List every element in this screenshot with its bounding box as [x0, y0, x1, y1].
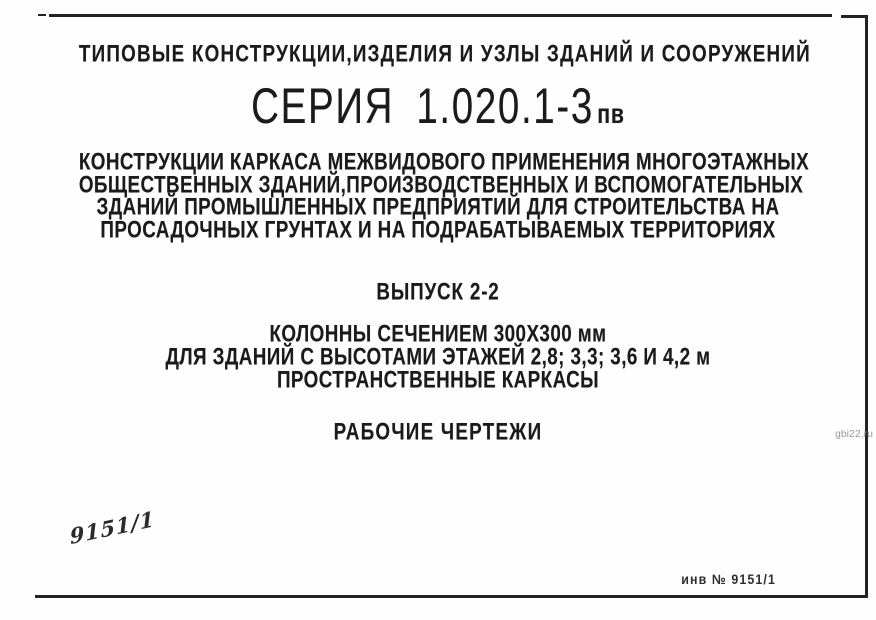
frame-top-border	[49, 14, 832, 17]
series-title	[0, 77, 876, 135]
subject-line: КОЛОННЫ СЕЧЕНИЕМ 300Х300 мм	[269, 319, 607, 347]
subject-block	[0, 319, 876, 393]
series-title-text: СЕРИЯ 1.020.1-3	[251, 77, 594, 134]
subject-line: ДЛЯ ЗДАНИЙ С ВЫСОТАМИ ЭТАЖЕЙ 2,8; 3,3; 3,6 И 4,2 м	[165, 342, 711, 370]
issue-label-text: ВЫПУСК 2-2	[376, 277, 500, 305]
handwritten-number: 9151/1	[69, 505, 156, 550]
description-line: ЗДАНИЙ ПРОМЫШЛЕННЫХ ПРЕДПРИЯТИЙ ДЛЯ СТРОИТЕЛЬСТВА НА	[96, 192, 780, 220]
description-line: КОНСТРУКЦИИ КАРКАСА МЕЖВИДОВОГО ПРИМЕНЕНИЯ МНОГОЭТАЖНЫХ	[78, 147, 810, 175]
inventory-number: инв № 9151/1	[681, 572, 776, 587]
document-header-line	[0, 41, 876, 65]
doc-type-label	[0, 419, 876, 443]
watermark-text: gbi22.ru	[835, 428, 873, 440]
issue-label	[0, 279, 876, 303]
subject-line: ПРОСТРАНСТВЕННЫЕ КАРКАСЫ	[276, 365, 600, 393]
frame-top-dash	[38, 14, 46, 16]
series-suffix: пв	[597, 97, 625, 130]
description-line: ОБЩЕСТВЕННЫХ ЗДАНИЙ,ПРОИЗВОДСТВЕННЫХ И ВСПОМОГАТЕЛЬНЫХ	[78, 169, 804, 198]
description-line: ПРОСАДОЧНЫХ ГРУНТАХ И НА ПОДРАБАТЫВАЕМЫХ ТЕРРИТОРИЯХ	[100, 214, 776, 243]
document-header-text: ТИПОВЫЕ КОНСТРУКЦИИ,ИЗДЕЛИЯ И УЗЛЫ ЗДАНИЙ И СООРУЖЕНИЙ	[78, 39, 811, 67]
doc-type-text: РАБОЧИЕ ЧЕРТЕЖИ	[333, 417, 543, 445]
description-block	[0, 147, 876, 243]
frame-bottom-border	[35, 595, 868, 598]
frame-top-border-end	[841, 15, 868, 18]
